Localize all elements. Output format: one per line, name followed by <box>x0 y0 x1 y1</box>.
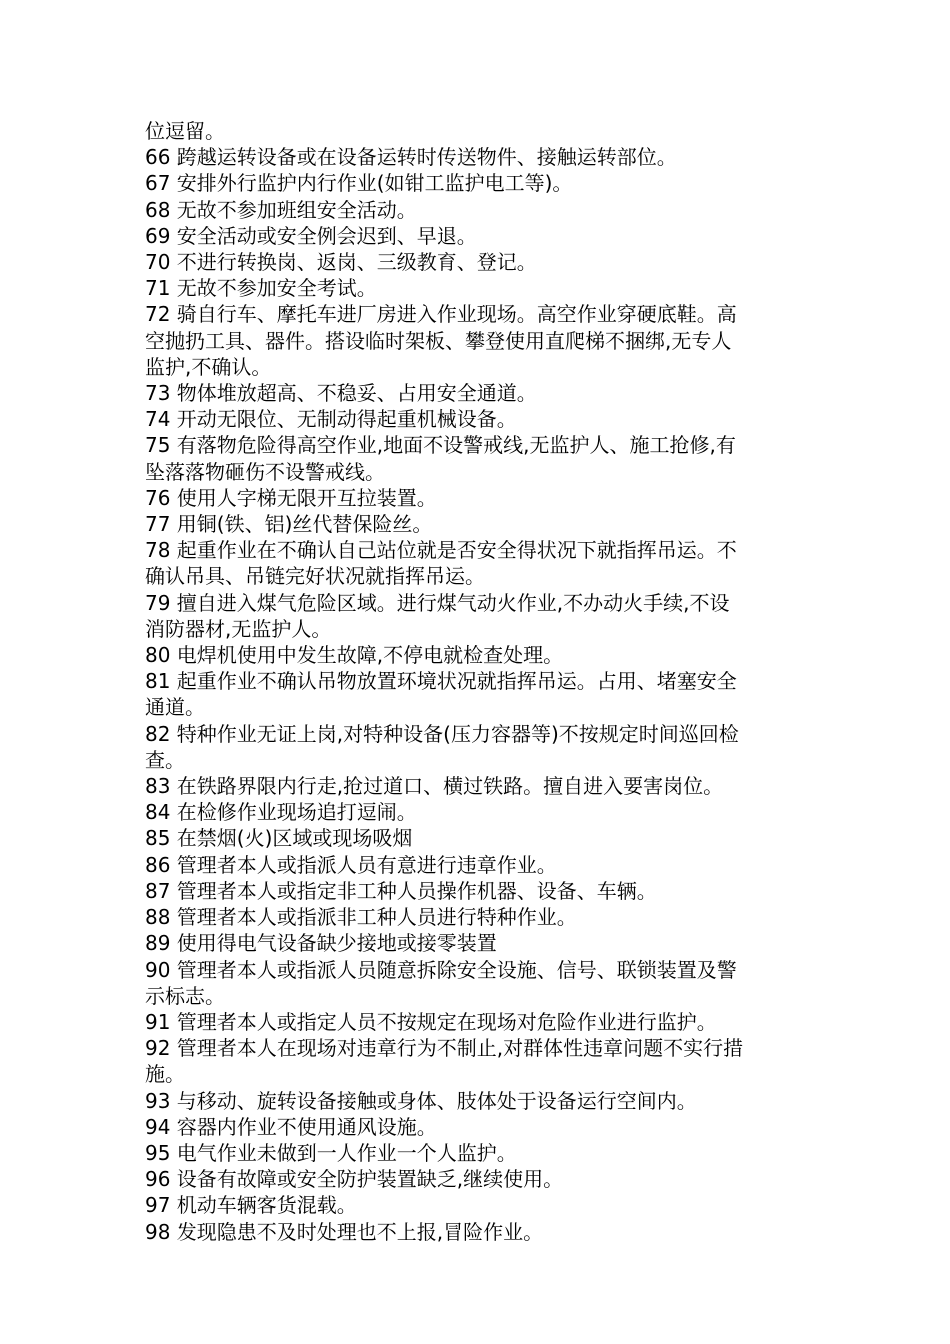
text-line: 空抛扔工具、器件。搭设临时架板、攀登使用直爬梯不捆绑,无专人 <box>145 328 732 353</box>
text-line: 87 管理者本人或指定非工种人员操作机器、设备、车辆。 <box>145 878 657 903</box>
text-line: 示标志。 <box>145 983 225 1008</box>
document-page <box>145 118 810 1245</box>
text-line: 位逗留。 <box>145 119 225 143</box>
text-line: 86 管理者本人或指派人员有意进行违章作业。 <box>145 852 557 877</box>
text-line: 91 管理者本人或指定人员不按规定在现场对危险作业进行监护。 <box>145 1009 717 1034</box>
text-line: 70 不进行转换岗、返岗、三级教育、登记。 <box>145 250 537 275</box>
text-line: 95 电气作业未做到一人作业一个人监护。 <box>145 1140 517 1165</box>
text-line: 84 在检修作业现场追打逗闹。 <box>145 800 417 825</box>
text-line: 69 安全活动或安全例会迟到、早退。 <box>145 223 477 248</box>
text-line: 68 无故不参加班组安全活动。 <box>145 197 417 222</box>
text-line: 88 管理者本人或指派非工种人员进行特种作业。 <box>145 905 577 930</box>
text-line: 96 设备有故障或安全防护装置缺乏,继续使用。 <box>145 1167 564 1192</box>
text-line: 98 发现隐患不及时处理也不上报,冒险作业。 <box>145 1219 544 1244</box>
text-line: 97 机动车辆客货混载。 <box>145 1193 357 1218</box>
text-line: 73 物体堆放超高、不稳妥、占用安全通道。 <box>145 381 537 406</box>
text-line: 80 电焊机使用中发生故障,不停电就检查处理。 <box>145 643 564 668</box>
text-line: 89 使用得电气设备缺少接地或接零装置 <box>145 931 497 956</box>
text-line: 76 使用人字梯无限开互拉装置。 <box>145 485 437 510</box>
text-line: 81 起重作业不确认吊物放置环境状况就指挥吊运。占用、堵塞安全 <box>145 669 737 694</box>
text-line: 75 有落物危险得高空作业,地面不设警戒线,无监护人、施工抢修,有 <box>145 433 736 458</box>
text-line: 94 容器内作业不使用通风设施。 <box>145 1114 437 1139</box>
text-line: 坠落落物砸伤不设警戒线。 <box>145 459 385 484</box>
text-line: 85 在禁烟(火)区域或现场吸烟 <box>145 826 413 851</box>
text-line: 72 骑自行车、摩托车进厂房进入作业现场。高空作业穿硬底鞋。高 <box>145 302 737 327</box>
text-line: 74 开动无限位、无制动得起重机械设备。 <box>145 407 517 432</box>
text-line: 监护,不确认。 <box>145 354 272 379</box>
text-line: 消防器材,无监护人。 <box>145 616 332 641</box>
text-line: 通道。 <box>145 695 205 720</box>
text-line: 确认吊具、吊链完好状况就指挥吊运。 <box>145 564 485 589</box>
text-line: 92 管理者本人在现场对违章行为不制止,对群体性违章问题不实行措 <box>145 1036 744 1061</box>
text-line: 78 起重作业在不确认自己站位就是否安全得状况下就指挥吊运。不 <box>145 538 737 563</box>
text-line: 83 在铁路界限内行走,抢过道口、横过铁路。擅自进入要害岗位。 <box>145 774 724 799</box>
text-line: 查。 <box>145 747 185 772</box>
text-line: 90 管理者本人或指派人员随意拆除安全设施、信号、联锁装置及警 <box>145 957 737 982</box>
text-line: 67 安排外行监护内行作业(如钳工监护电工等)。 <box>145 171 573 196</box>
text-line: 施。 <box>145 1062 185 1087</box>
text-line: 82 特种作业无证上岗,对特种设备(压力容器等)不按规定时间巡回检 <box>145 721 739 746</box>
text-line: 79 擅自进入煤气危险区域。进行煤气动火作业,不办动火手续,不设 <box>145 590 730 615</box>
text-line: 77 用铜(铁、铝)丝代替保险丝。 <box>145 512 433 537</box>
text-line: 71 无故不参加安全考试。 <box>145 276 377 301</box>
text-line: 66 跨越运转设备或在设备运转时传送物件、接触运转部位。 <box>145 145 677 170</box>
text-line: 93 与移动、旋转设备接触或身体、肢体处于设备运行空间内。 <box>145 1088 697 1113</box>
